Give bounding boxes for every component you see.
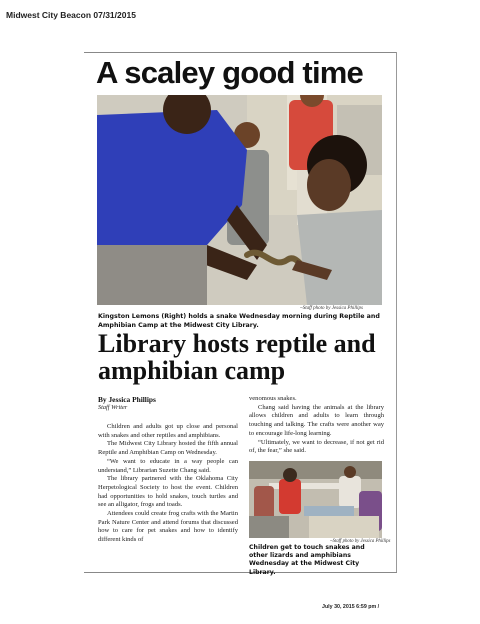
photo-image-icon: [97, 95, 382, 305]
right-rule: [396, 52, 397, 572]
footer-print-date: July 30, 2015 6:59 pm /: [322, 604, 380, 610]
paragraph: venomous snakes.: [249, 395, 297, 402]
secondary-photo: [249, 461, 382, 538]
article-title: Library hosts reptile and amphibian camp: [98, 329, 376, 385]
byline: By Jessica Phillips: [98, 395, 156, 404]
main-photo-caption: Kingston Lemons (Right) holds a snake Wednesday morning during Reptile and Amphibian Camp at the Midwest City Library.: [98, 313, 380, 329]
paragraph: Chang said having the animals at the library allows children and adults to learn through touching and talking. The crafts were another way to encourage life-long learning.: [249, 403, 384, 437]
paragraph: Attendees could create frog crafts with the Martin Park Nature Center and attend forums that discussed how to care for pet snakes and how to identify different kinds of: [98, 510, 238, 544]
article-column-2: [249, 395, 384, 456]
main-photo: [97, 95, 382, 305]
secondary-photo-credit: ~Staff photo by Jessica Phillips: [330, 539, 391, 544]
paragraph: “Ultimately, we want to decrease, if not get rid of, the fear,” she said.: [249, 438, 384, 455]
secondary-photo-caption: Children get to touch snakes and other lizards and amphibians Wednesday at the Midwest City Library.: [249, 544, 365, 576]
paragraph: “We want to educate in a way people can understand,” Librarian Suzette Chang said.: [98, 457, 238, 474]
paragraph: Children and adults got up close and personal with snakes and other reptiles and amphibians.: [98, 423, 238, 439]
main-photo-credit: ~Staff photo by Jessica Phillips: [300, 306, 363, 311]
page-header-label: Midwest City Beacon 07/31/2015: [6, 10, 136, 20]
kicker-headline: A scaley good time: [96, 55, 363, 90]
paragraph: The library partnered with the Oklahoma City Herpetological Society to host the event. Children had opportunities to hold snakes, touch turtles and see an alligator, frogs and toads.: [98, 475, 238, 509]
photo-image-icon: [249, 461, 382, 538]
article-column-1: [98, 423, 238, 545]
top-rule: [84, 52, 397, 53]
paragraph: The Midwest City Library hosted the fifth annual Reptile and Amphibian Camp on Wednesday.: [98, 440, 238, 457]
byline-title: Staff Writer: [98, 404, 128, 411]
